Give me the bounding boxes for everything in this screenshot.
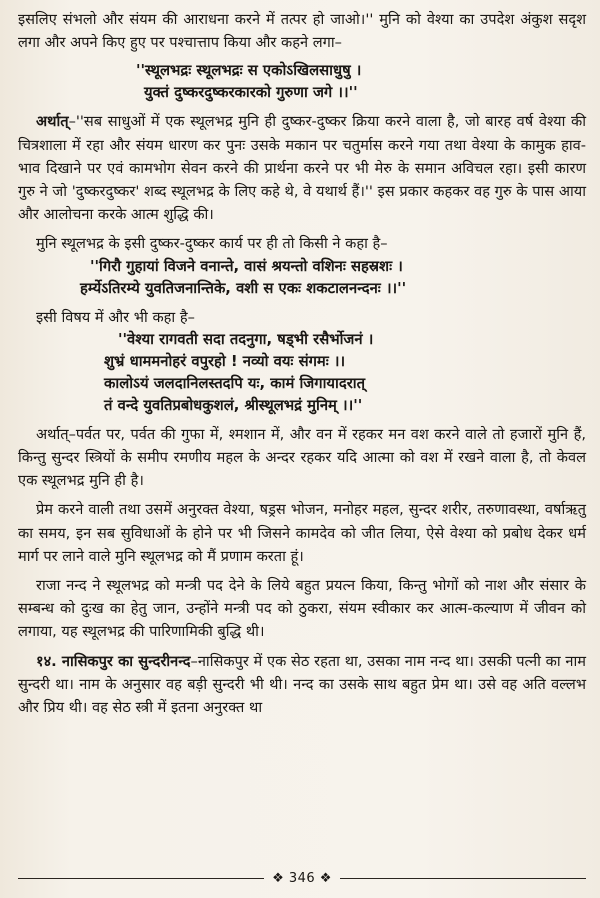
footer-rule-left	[18, 878, 264, 879]
verse-line: ''गिरौ गुहायां विजने वनान्ते, वासं श्रयन्तो वशिनः सहस्रशः ।	[90, 257, 403, 275]
verse-line: कालोऽयं जलदानिलस्तदपि यः, कामं जिगायादरात्	[104, 374, 366, 392]
paragraph-more-said: इसी विषय में और भी कहा है–	[36, 308, 195, 326]
paragraph-story-14	[18, 650, 586, 720]
footer-rule-right	[340, 878, 586, 879]
verse-line: ''वेश्या रागवती सदा तदनुगा, षड्भी रसैर्भोजनं ।	[118, 330, 374, 348]
verse-girau	[18, 256, 586, 300]
paragraph-meaning	[18, 110, 586, 226]
meaning-text: –''सब साधुओं में एक स्थूलभद्र मुनि ही दुष्कर-दुष्कर क्रिया करने वाला है, जो बारह वर्ष वेश्या की चित्रशाला में रहा और संयम धारण कर पुनः उसके मकान पर चतुर्मास करने गया तथा वेश्या के कामुक हाव-भाव दिखाने पर एवं कामभोग सेवन करने की प्रार्थना करने पर भी मेरु के समान अविचल रहा। इसी कारण गुरु ने जो 'दुष्करदुष्कर' शब्द स्थूलभद्र के लिए कहे थे, वे यथार्थ हैं।'' इस प्रकार कहकर वह गुरु के पास आया और आलोचना करके आत्म शुद्धि की।	[18, 113, 586, 224]
paragraph-intro: इसलिए संभलो और संयम की आराधना करने में तत्पर हो जाओ।'' मुनि को वेश्या का उपदेश अंकुश सदृश लगा और अपने किए हुए पर पश्चात्ताप किया और कहने लगा–	[18, 11, 586, 52]
paragraph-king-nanda: राजा नन्द ने स्थूलभद्र को मन्त्री पद देने के लिये बहुत प्रयत्न किया, किन्तु भोगों को नाश और संसार के सम्बन्ध को दुःख का हेतु जान, उन्होंने मन्त्री पद को ठुकरा, संयम स्वीकार कर आत्म-कल्याण में जीवन को लगाया, यह स्थूलभद्र की पारिणामिकी बुद्धि थी।	[18, 577, 586, 641]
paragraph-quote-intro: मुनि स्थूलभद्र के इसी दुष्कर-दुष्कर कार्य पर ही तो किसी ने कहा है–	[36, 235, 388, 253]
verse-line: हर्म्येऽतिरम्ये युवतिजनान्तिके, वशी स एकः शकटालनन्दनः ।।''	[80, 279, 407, 297]
page-number: ❖ 346 ❖	[272, 870, 332, 886]
paragraph-praise: प्रेम करने वाली तथा उसमें अनुरक्त वेश्या, षड्रस भोजन, मनोहर महल, सुन्दर शरीर, तरुणावस्था, वर्षाऋतु का समय, इन सब सुविधाओं के होने पर भी जिसने कामदेव को जीत लिया, ऐसे वेश्या को प्रबोध देकर धर्म मार्ग पर लाने वाले मुनि स्थूलभद्र को मैं प्रणाम करता हूं।	[18, 501, 586, 565]
story-heading: १४. नासिकपुर का सुन्दरीनन्द	[36, 652, 191, 670]
page-body	[18, 8, 586, 719]
verse-sthulabhadra	[18, 60, 586, 104]
page-footer	[18, 868, 586, 888]
verse-veshya	[18, 329, 586, 417]
verse-line: ''स्थूलभद्रः स्थूलभद्रः स एकोऽखिलसाधुषु ।	[136, 62, 362, 80]
verse-line: शुभ्रं धाममनोहरं वपुरहो ! नव्यो वयः संगमः ।।	[104, 352, 346, 370]
verse-line: तं वन्दे युवतिप्रबोधकुशलं, श्रीस्थूलभद्रं मुनिम् ।।''	[104, 396, 363, 414]
paragraph-meaning-2: अर्थात्–पर्वत पर, पर्वत की गुफा में, श्मशान में, और वन में रहकर मन वश करने वाले तो हजारों मुनि हैं, किन्तु सुन्दर स्त्रियों के समीप रमणीय महल के अन्दर रहकर यदि आत्मा को वश में रखने वाला है, तो केवल एक स्थूलभद्र मुनि ही है।	[18, 425, 586, 490]
story-text: –नासिकपुर में एक सेठ रहता था, उसका नाम नन्द था। उसकी पत्नी का नाम सुन्दरी था। नाम के अनुसार वह बड़ी सुन्दरी भी थी। नन्द का उसके साथ बहुत प्रेम था। उसे वह अति वल्लभ और प्रिय थी। वह सेठ स्त्री में इतना अनुरक्त था	[18, 652, 586, 717]
meaning-label: अर्थात्	[36, 113, 69, 131]
verse-line: युक्तं दुष्करदुष्करकारको गुरुणा जगे ।।''	[144, 84, 358, 102]
